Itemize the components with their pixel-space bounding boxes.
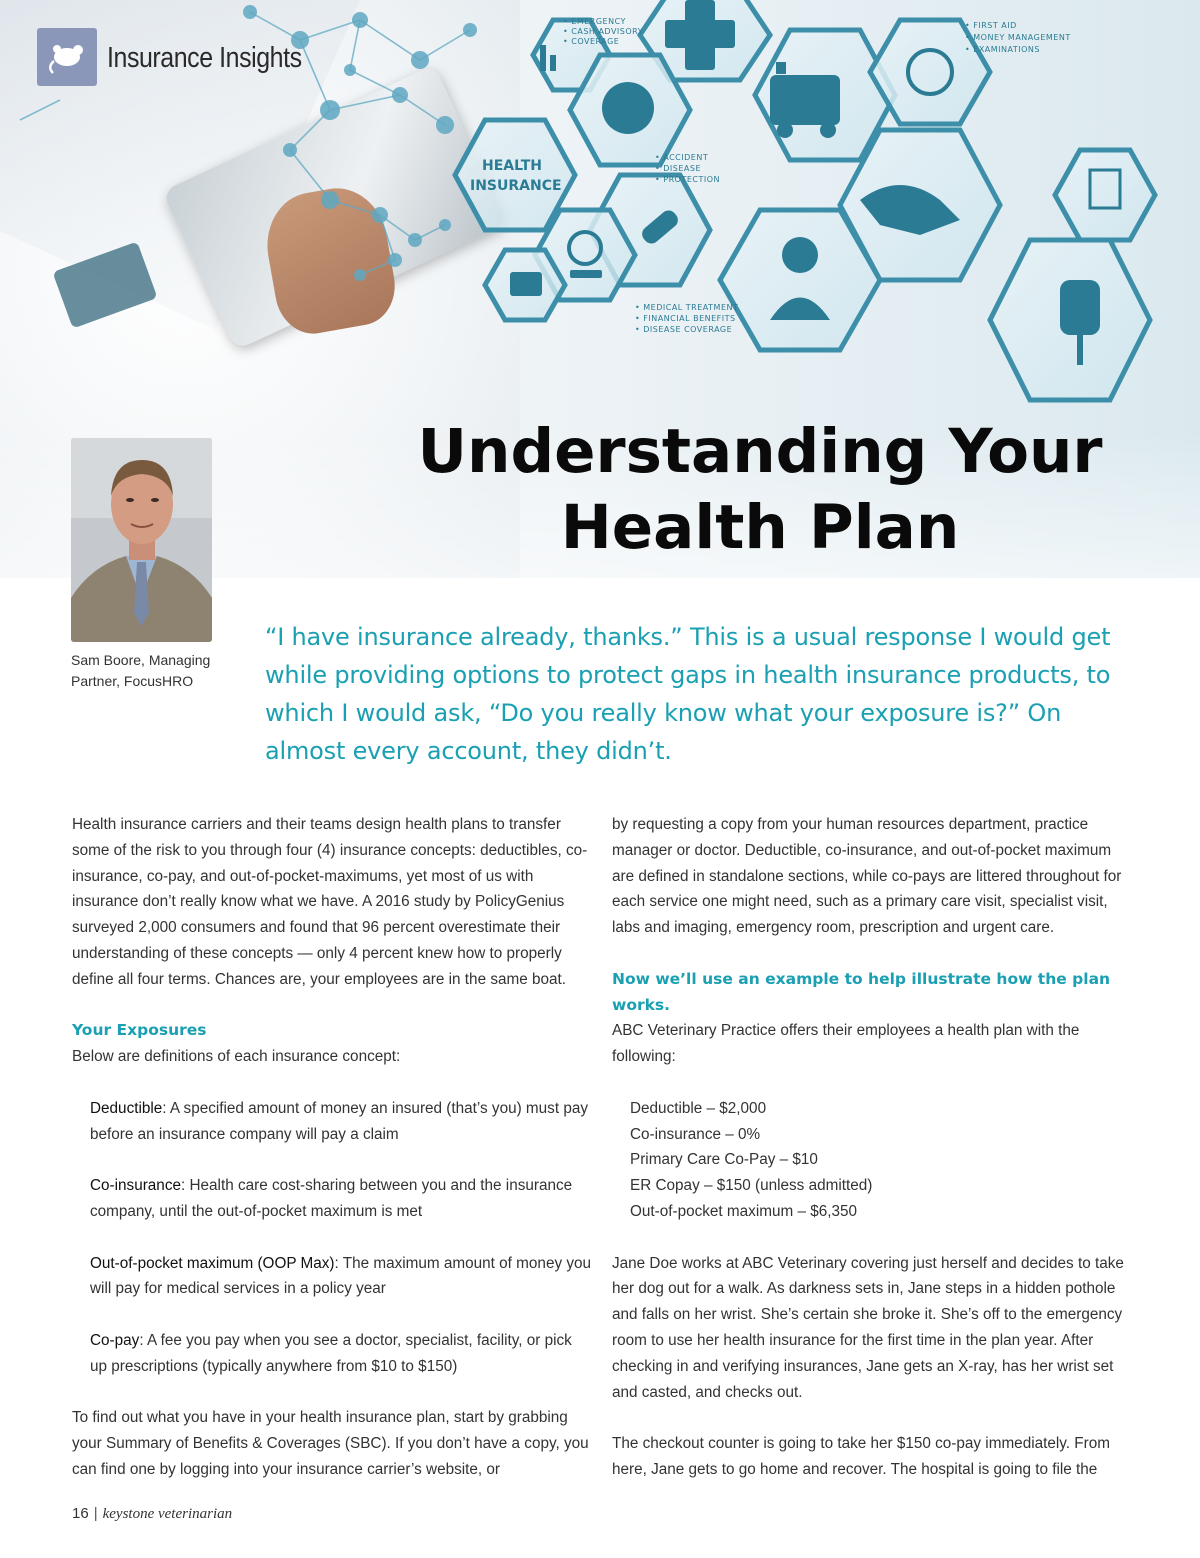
article-title	[380, 414, 1140, 566]
exposures-lead: Below are definitions of each insurance concept:	[72, 1048, 401, 1066]
publication-name: keystone veterinarian	[102, 1506, 233, 1522]
definition-term: Deductible	[90, 1099, 163, 1117]
definition-co-insurance	[72, 1173, 592, 1225]
right-column	[612, 812, 1132, 1483]
definition-term: Co-insurance	[90, 1177, 181, 1195]
definition-term: Co-pay	[90, 1331, 140, 1349]
plan-item: Primary Care Co-Pay – $10	[630, 1151, 818, 1169]
author-photo	[71, 438, 212, 642]
definition-text: : The maximum amount of money you will pay for medical services in a policy year	[90, 1254, 592, 1298]
section-label: Insurance Insights	[107, 42, 302, 74]
definition-co-pay	[72, 1328, 592, 1380]
continuation-paragraph: by requesting a copy from your human resources department, practice manager or doctor. Deductible, co-insurance, and out-of-pocket maximum are defined in standalone sections, while co-pays are littered throughout for each service one might need, such as a primary care visit, specialist visit, labs and imaging, emergency room, prescription and urgent care.	[612, 816, 1122, 937]
story-paragraph-2: The checkout counter is going to take her $150 co-pay immediately. From here, Jane gets to go home and recover. The hospital is going to file the	[612, 1435, 1110, 1478]
closing-paragraph: To find out what you have in your health insurance plan, start by grabbing your Summary of Benefits & Coverages (SBC). If you don’t have a copy, you can find one by logging into your insurance carrier’s website, or	[72, 1409, 589, 1478]
pull-quote: “I have insurance already, thanks.” This is a usual response I would get while providing options to protect gaps in health insurance products, to which I would ask, “Do you really know what your exposure is?” On almost every account, they didn’t.	[265, 623, 1111, 765]
intro-paragraph: Health insurance carriers and their teams design health plans to transfer some of the risk to you through four (4) insurance concepts: deductibles, co-insurance, co-pay, and out-of-pocket-maximums, yet most of us with insurance don’t really know what we have. A 2016 study by PolicyGenius surveyed 2,000 consumers and found that 96 percent overestimate their understanding of these concepts — only 4 percent knew how to properly define all four terms. Chances are, your employees are in the same boat.	[72, 816, 588, 988]
definition-text: : A specified amount of money an insured (that’s you) must pay before an insurance company will pay a claim	[90, 1099, 588, 1143]
page-footer	[72, 1505, 232, 1523]
plan-item: Deductible – $2,000	[630, 1099, 767, 1117]
article-title-line-1: Understanding Your	[417, 416, 1103, 487]
plan-item: Co-insurance – 0%	[630, 1125, 761, 1143]
example-heading: Now we’ll use an example to help illustrate how the plan works.	[612, 969, 1111, 1014]
plan-list	[612, 1096, 1132, 1225]
section-badge	[37, 28, 97, 86]
definition-term: Out-of-pocket maximum (OOP Max)	[90, 1254, 335, 1272]
left-column	[72, 812, 592, 1483]
plan-item: ER Copay – $150 (unless admitted)	[630, 1177, 873, 1195]
author-caption: Sam Boore, Managing Partner, FocusHRO	[71, 652, 211, 689]
exposures-heading: Your Exposures	[72, 1021, 207, 1040]
definition-text: : Health care cost-sharing between you and the insurance company, until the out-of-pocket maximum is met	[90, 1177, 573, 1220]
story-paragraph-1: Jane Doe works at ABC Veterinary covering just herself and decides to take her dog out for a walk. As darkness sets in, Jane steps in a hidden pothole and falls on her wrist. She’s certain she broke it. She’s off to the emergency room to use her health insurance for the first time in the plan year. After checking in and verifying insurances, Jane gets an X-ray, has her wrist set and casted, and checks out.	[612, 1254, 1124, 1401]
page-number: 16	[72, 1505, 89, 1522]
definition-deductible	[72, 1096, 592, 1148]
definition-text: : A fee you pay when you see a doctor, specialist, facility, or pick up prescriptions (typically anywhere from $10 to $150)	[90, 1331, 572, 1375]
plan-item: Out-of-pocket maximum – $6,350	[630, 1202, 858, 1220]
example-lead: ABC Veterinary Practice offers their employees a health plan with the following:	[612, 1022, 1080, 1066]
mouse-icon	[45, 37, 89, 77]
definition-oop-max	[72, 1251, 592, 1303]
footer-separator: |	[93, 1505, 98, 1522]
article-title-line-2: Health Plan	[560, 492, 960, 563]
